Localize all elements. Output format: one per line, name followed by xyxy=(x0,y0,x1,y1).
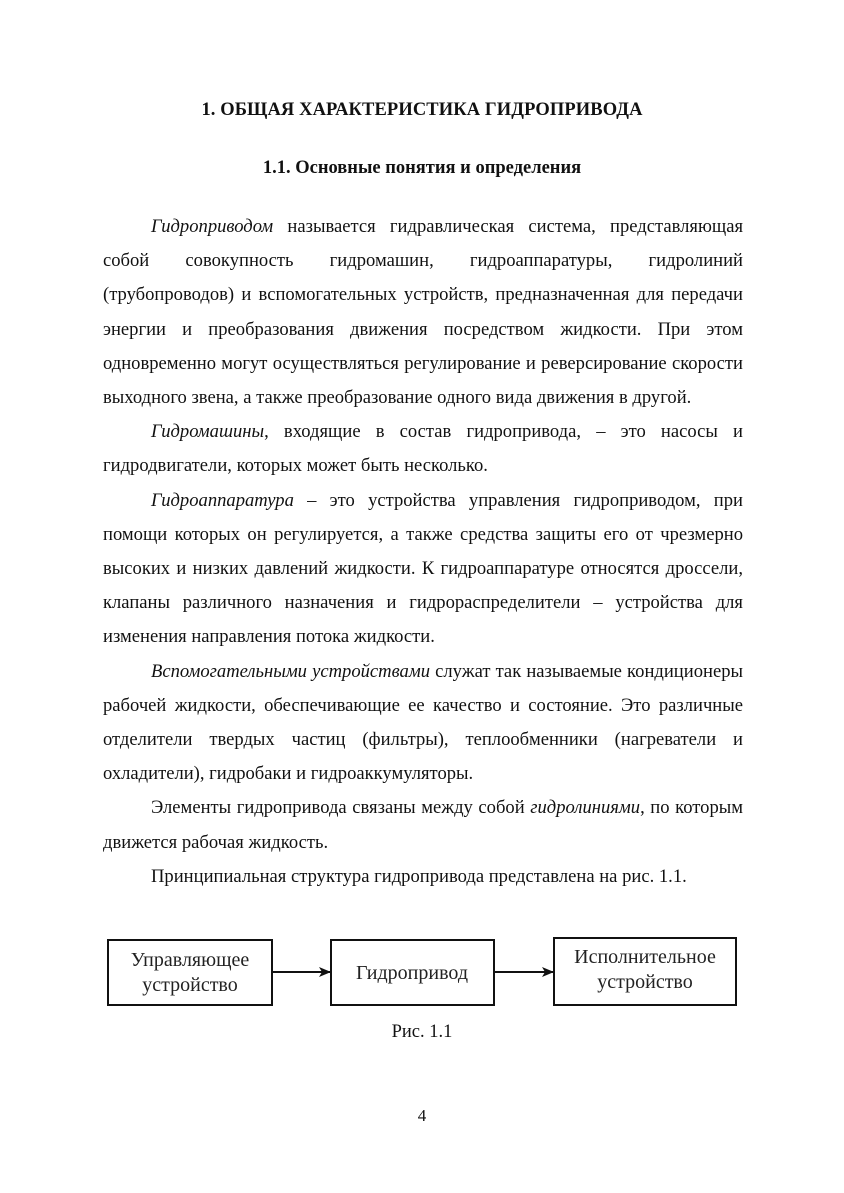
paragraph-text: служат так называемые кондиционеры рабочей жидкости, обеспечивающие ее качество и состояние. Это различные отделители твердых частиц (фильтры), теплообменники (нагреватели и охладители), гидробаки и гидроаккумуляторы. xyxy=(103,660,743,785)
section-title: 1.1. Основные понятия и определения xyxy=(262,158,582,178)
paragraph-text: – это устройства управления гидроприводом, при помощи которых он регулируется, а также средства защиты его от чрезмерно высоких и низких давлений жидкости. К гидроаппаратуре относятся дроссели, клапаны различного назначения и гидрораспределители – устройства для изменения направления потока жидкости. xyxy=(103,489,743,648)
term-hydraulic-drive: Гидроприводом xyxy=(151,216,274,237)
box-control-device-line1: Управляющее xyxy=(130,949,250,971)
chapter-title: 1. ОБЩАЯ ХАРАКТЕРИСТИКА ГИДРОПРИВОДА xyxy=(201,100,643,120)
paragraph-text: Принципиальная структура гидропривода представлена на рис. 1.1. xyxy=(151,865,687,887)
page-number: 4 xyxy=(417,1106,427,1125)
term-hydraulic-machines: Гидромашины xyxy=(151,421,265,443)
paragraph-text: , по которым движется рабочая жидкость. xyxy=(103,797,743,853)
box-actuator-device-line2: устройство xyxy=(597,971,693,993)
paragraph-structure-reference xyxy=(103,860,743,894)
term-hydraulic-equipment: Гидроаппаратура xyxy=(151,489,294,511)
box-actuator-device-line1: Исполнительное xyxy=(574,946,716,968)
structure-diagram xyxy=(0,935,844,1015)
box-hydraulic-drive-label: Гидропривод xyxy=(356,962,468,984)
paragraph-hydraulic-machines xyxy=(103,415,743,483)
paragraph-text: , входящие в состав гидропривода, – это насосы и гидродвигатели, которых может быть несколько. xyxy=(103,421,743,477)
paragraph-hydraulic-lines xyxy=(103,791,743,859)
body-text xyxy=(103,210,743,894)
term-auxiliary-devices: Вспомогательными устройствами xyxy=(151,660,431,682)
paragraph-auxiliary-devices xyxy=(103,655,743,792)
term-hydraulic-lines: гидролиниями xyxy=(530,797,641,819)
paragraph-hydraulic-equipment xyxy=(103,484,743,655)
paragraph-hydraulic-drive xyxy=(103,210,743,415)
paragraph-text: называется гидравлическая система, представляющая собой совокупность гидромашин, гидроаппаратуры, гидролиний (трубопроводов) и вспомогательных устройств, предназначенная для передачи энергии и преобразования движения посредством жидкости. При этом одновременно могут осуществляться регулирование и реверсирование скорости выходного звена, а также преобразование одного вида движения в другой. xyxy=(103,216,743,409)
box-control-device-line2: устройство xyxy=(142,974,238,996)
figure-caption: Рис. 1.1 xyxy=(391,1022,453,1042)
paragraph-text: Элементы гидропривода связаны между собой xyxy=(151,797,531,819)
